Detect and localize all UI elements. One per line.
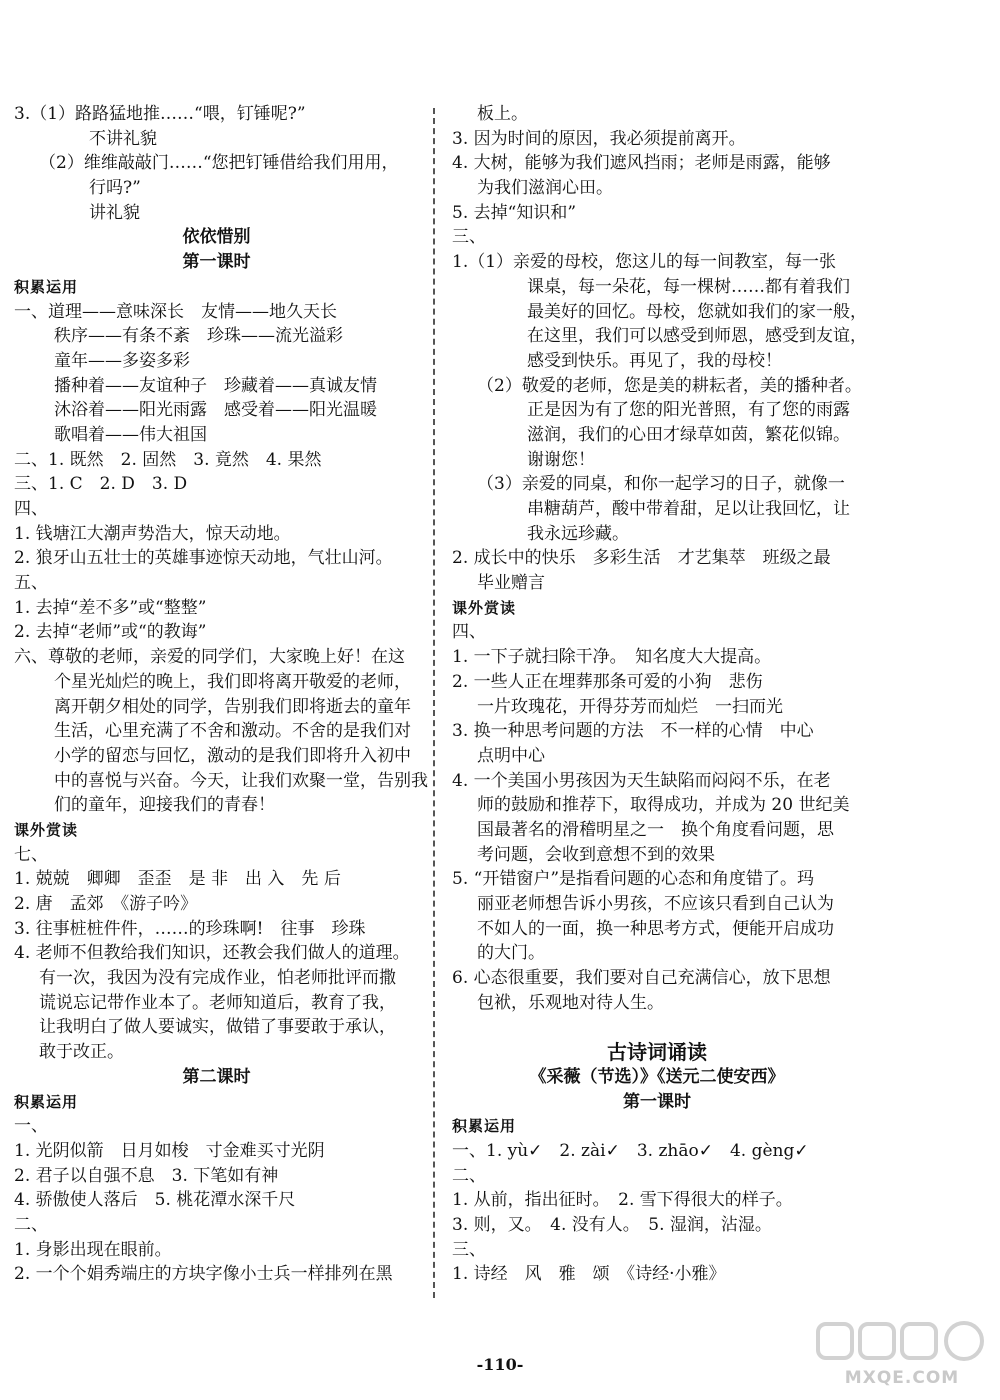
answer-line: 感受到快乐。再见了，我的母校！ [527, 350, 782, 371]
answer-line: 一、 [14, 1116, 48, 1137]
answer-line: 中的喜悦与兴奋。今天，让我们欢聚一堂，告别我 [54, 770, 428, 791]
answer-line: 4. 老师不但教给我们知识，还教会我们做人的道理。 [14, 943, 410, 964]
answer-line: 点明中心 [477, 745, 545, 766]
lesson-title: 古诗词诵读 [607, 1040, 707, 1065]
answer-line: 行吗?” [89, 178, 141, 199]
answer-line: 四、 [452, 622, 486, 643]
answer-line: 2. 君子以自强不息 3. 下笔如有神 [14, 1165, 279, 1186]
answer-line: 4. 骄傲使人落后 5. 桃花潭水深千尺 [14, 1190, 296, 1211]
answer-line: 一片玫瑰花，开得芬芳而灿烂 一扫而光 [477, 696, 783, 717]
answer-line: 1. 光阴似箭 日月如梭 寸金难买寸光阴 [14, 1140, 325, 1161]
right-column [452, 102, 867, 1287]
answer-line: 三、 [452, 1239, 486, 1260]
answer-line: 滋润，我们的心田才绿草如茵，繁花似锦。 [527, 424, 850, 445]
answer-line: 1. 诗经 风 雅 颂 《诗经·小雅》 [452, 1264, 726, 1285]
answer-line: 考问题，会收到意想不到的效果 [477, 844, 715, 865]
answer-line [452, 1015, 862, 1040]
answer-line: 5. “开错窗户”是指看问题的心态和角度错了。玛 [452, 869, 815, 890]
lesson-title: 第二课时 [182, 1066, 251, 1087]
answer-line: 的大门。 [477, 943, 545, 964]
answer-line: 串糖葫芦，酸中带着甜，足以让我回忆，让 [527, 499, 850, 519]
answer-line: 一、道理——意味深长 友情——地久天长 [14, 301, 337, 322]
answer-line: 沐浴着——阳光雨露 感受着——阳光温暖 [54, 400, 377, 421]
answer-line: 五、 [14, 573, 48, 594]
column-divider [433, 108, 435, 1298]
answer-line: 六、尊敬的老师，亲爱的同学们，大家晚上好！在这 [14, 647, 405, 668]
answer-line: 谎说忘记带作业本了。老师知道后，教育了我， [39, 992, 396, 1013]
answer-line: 1. 去掉“差不多”或“整整” [14, 597, 207, 618]
answer-line: 1. 从前，指出征时。 2. 雪下得很大的样子。 [452, 1190, 793, 1211]
answer-line: 二、 [14, 1214, 48, 1235]
answer-line: 七、 [14, 844, 48, 865]
answer-line: 谢谢您！ [527, 449, 595, 470]
answer-line: 3. 换一种思考问题的方法 不一样的心情 中心 [452, 721, 814, 742]
answer-line: 师的鼓励和推荐下，取得成功，并成为 20 世纪美 [477, 795, 850, 816]
answer-line: 6. 心态很重要，我们要对自己充满信心，放下思想 [452, 968, 831, 989]
answer-line: 3. 往事桩桩件件，……的珍珠啊! 往事 珍珠 [14, 918, 366, 939]
answer-line: 2. 一些人正在埋葬那条可爱的小狗 悲伤 [452, 671, 763, 692]
answer-line: 课桌，每一朵花，每一棵树……都有着我们 [527, 276, 850, 297]
answer-line: 二、1. 既然 2. 固然 3. 竟然 4. 果然 [14, 449, 322, 470]
answer-line: 生活，心里充满了不舍和激动。不舍的是我们对 [54, 721, 411, 742]
page-number: -110- [476, 1355, 524, 1374]
lesson-title: 第一课时 [623, 1091, 691, 1112]
answer-line: 我永远珍藏。 [527, 523, 629, 544]
answer-line: 离开朝夕相处的同学，告别我们即将逝去的童年 [54, 696, 411, 717]
answer-line: 1. 钱塘江大潮声势浩大，惊天动地。 [14, 523, 291, 544]
answer-line: 二、 [452, 1165, 486, 1186]
answer-line: 4. 一个美国小男孩因为天生缺陷而闷闷不乐，在老 [452, 770, 831, 791]
answer-line: 3. 因为时间的原因，我必须提前离开。 [452, 128, 746, 149]
answer-line: 1.（1）亲爱的母校，您这儿的每一间教室，每一张 [452, 252, 837, 273]
section-heading: 积累运用 [452, 1117, 517, 1136]
answer-line: 歌唱着——伟大祖国 [54, 424, 207, 445]
answer-line: 2. 去掉“老师”或“的教诲” [14, 622, 207, 643]
answer-line: 们的童年，迎接我们的青春！ [54, 795, 275, 816]
answer-line: 5. 去掉“知识和” [452, 202, 577, 223]
answer-line: 在这里，我们可以感受到师恩，感受到友谊， [527, 326, 867, 347]
answer-line: 3.（1）路路猛地推……“喂，钉锤呢?” [14, 104, 306, 124]
answer-line: 三、 [452, 227, 486, 248]
answer-line: 1. 身影出现在眼前。 [14, 1239, 172, 1260]
answer-line: （2）维维敲敲门……“您把钉锤借给我们用用， [39, 153, 399, 174]
answer-line: 敢于改正。 [39, 1042, 124, 1063]
answer-line: 3. 则，又。 4. 没有人。 5. 湿润，沾湿。 [452, 1214, 772, 1235]
answer-line: 丽亚老师想告诉小男孩，不应该只看到自己认为 [477, 894, 834, 914]
answer-line: 2. 一个个娟秀端庄的方块字像小士兵一样排列在黑 [14, 1264, 393, 1285]
answer-line: 国最著名的滑稽明星之一 换个角度看问题，思 [477, 819, 834, 840]
answer-line: （2）敬爱的老师，您是美的耕耘者，美的播种者。 [477, 375, 862, 396]
answer-line: 4. 大树，能够为我们遮风挡雨；老师是雨露，能够 [452, 153, 831, 174]
answer-line: 2. 狼牙山五壮士的英雄事迹惊天动地，气壮山河。 [14, 548, 393, 569]
answer-line: 个星光灿烂的晚上，我们即将离开敬爱的老师， [54, 671, 411, 692]
lesson-title: 《采薇（节选）》《送元二使安西》 [529, 1066, 785, 1087]
answer-line: 最美好的回忆。母校，您就如我们的家一般， [527, 301, 867, 322]
answer-line: 包袱，乐观地对待人生。 [477, 992, 664, 1013]
section-heading: 课外赏读 [14, 820, 79, 839]
section-heading: 积累运用 [14, 1092, 79, 1111]
answer-line: 播种着——友谊种子 珍藏着——真诚友情 [54, 375, 377, 396]
answer-line: 毕业赠言 [477, 573, 545, 594]
answer-line: 一、1. yù✓ 2. zài✓ 3. zhāo✓ 4. gèng✓ [452, 1140, 809, 1161]
answer-line: 为我们滋润心田。 [477, 178, 613, 199]
answer-line: 秩序——有条不紊 珍珠——流光溢彩 [54, 326, 343, 347]
answer-line: 四、 [14, 499, 48, 519]
answer-line: 不讲礼貌 [89, 128, 157, 149]
section-heading: 课外赏读 [452, 598, 517, 617]
answer-line: （3）亲爱的同桌，和你一起学习的日子，就像一 [477, 474, 845, 495]
section-heading: 积累运用 [14, 277, 79, 296]
answer-line: 正是因为有了您的阳光普照，有了您的雨露 [527, 400, 850, 421]
answer-line: 三、1. C 2. D 3. D [14, 474, 188, 495]
answer-line: 有一次，我因为没有完成作业，怕老师批评而撒 [39, 968, 396, 989]
left-column [14, 102, 428, 1287]
answer-line: 让我明白了做人要诚实，做错了事要敢于承认， [39, 1017, 396, 1038]
answer-line: 2. 成长中的快乐 多彩生活 才艺集萃 班级之最 [452, 548, 831, 569]
answer-line: 1. 兢兢 卿卿 歪歪 是 非 出 入 先 后 [14, 869, 341, 890]
answer-line: 板上。 [477, 104, 528, 124]
answer-line: 2. 唐 孟郊 《游子吟》 [14, 894, 198, 914]
lesson-title: 第一课时 [182, 252, 251, 273]
answer-line: 童年——多姿多彩 [54, 350, 190, 371]
answer-line: 讲礼貌 [89, 202, 140, 223]
watermark-text: MXQE.COM [844, 1368, 960, 1388]
answer-line: 小学的留恋与回忆，激动的是我们即将升入初中 [54, 745, 411, 766]
lesson-title: 依依惜别 [182, 227, 251, 248]
answer-line: 1. 一下子就扫除干净。 知名度大大提高。 [452, 647, 772, 668]
answer-line: 不如人的一面，换一种思考方式，便能开启成功 [477, 918, 834, 939]
